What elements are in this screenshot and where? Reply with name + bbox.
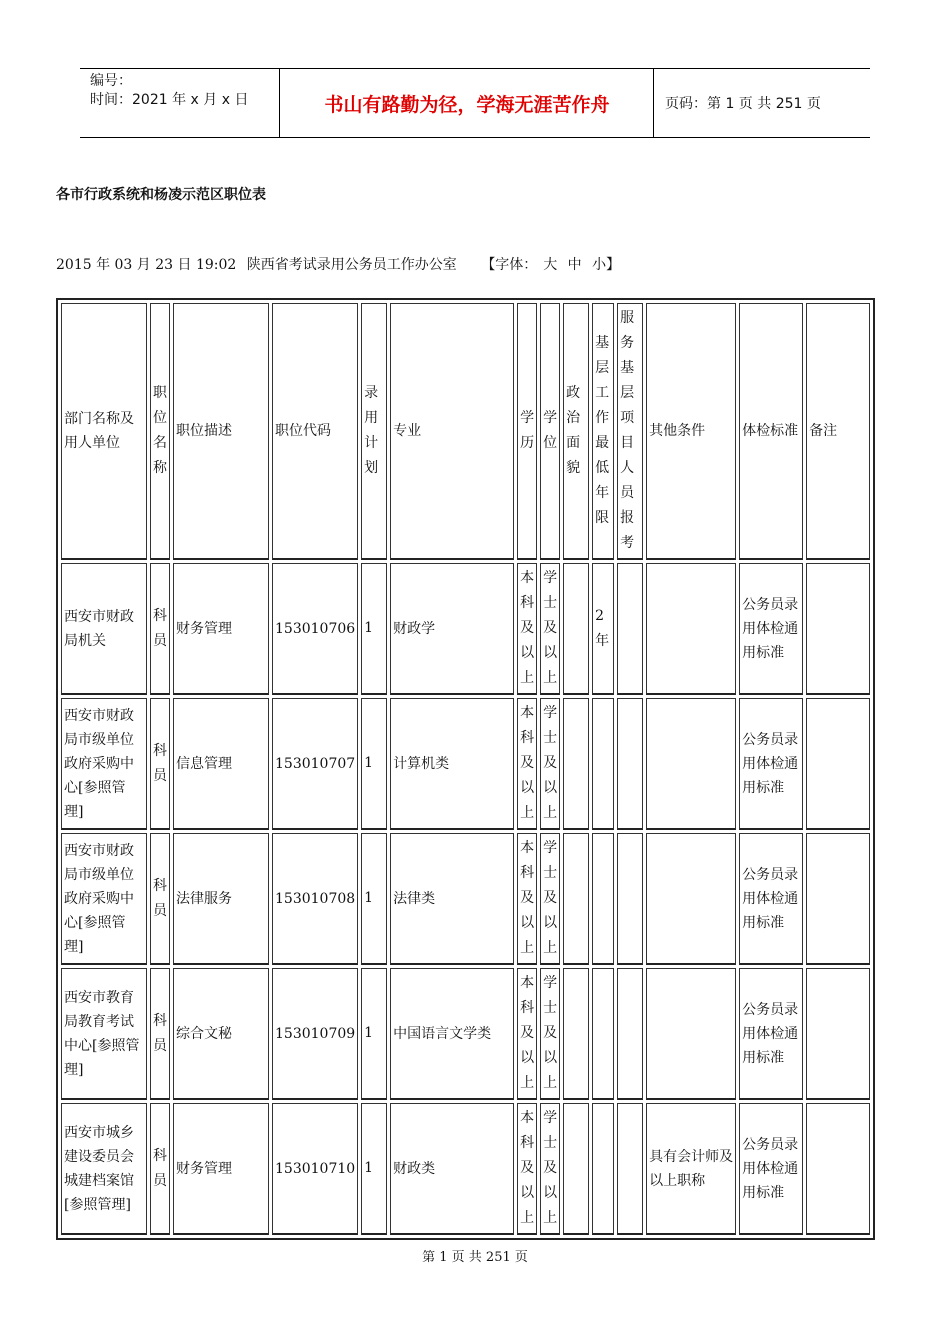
- cell-other: [646, 563, 736, 695]
- cell-code: 153010710: [272, 1103, 358, 1235]
- cell-title: 科员: [150, 698, 170, 830]
- header-major: 专业: [390, 303, 514, 560]
- cell-major: 中国语言文学类: [390, 968, 514, 1100]
- cell-politics: [563, 968, 589, 1100]
- header-title: 职位名称: [150, 303, 170, 560]
- header-desc: 职位描述: [173, 303, 269, 560]
- table-row: [61, 1103, 870, 1235]
- page-header: [80, 68, 870, 138]
- cell-degree: 学士及以上: [540, 968, 560, 1100]
- page-footer: 第 1 页 共 251 页: [422, 1250, 528, 1265]
- cell-plan: 1: [361, 968, 387, 1100]
- cell-min-years: [592, 1103, 614, 1235]
- cell-service-project: [617, 1103, 643, 1235]
- cell-service-project: [617, 968, 643, 1100]
- cell-education: 本科及以上: [517, 968, 537, 1100]
- cell-physical: 公务员录用体检通用标准: [739, 1103, 803, 1235]
- cell-plan: 1: [361, 698, 387, 830]
- header-meta: [80, 69, 280, 137]
- cell-other: [646, 698, 736, 830]
- cell-other: [646, 833, 736, 965]
- font-large-link[interactable]: 大: [543, 257, 558, 273]
- cell-education: 本科及以上: [517, 1103, 537, 1235]
- cell-dept: 西安市城乡建设委员会城建档案馆[参照管理]: [61, 1103, 147, 1235]
- table-body: [61, 563, 870, 1235]
- header-dept: 部门名称及用人单位: [61, 303, 147, 560]
- position-table: [56, 298, 875, 1240]
- cell-remarks: [806, 1103, 870, 1235]
- cell-title: 科员: [150, 563, 170, 695]
- cell-desc: 信息管理: [173, 698, 269, 830]
- position-table-wrapper: [56, 298, 875, 1240]
- document-title: 各市行政系统和杨凌示范区职位表: [56, 187, 266, 203]
- header-min-years: 基层工作最低年限: [592, 303, 614, 560]
- header-service-project: 服务基层项目人员报考: [617, 303, 643, 560]
- cell-code: 153010707: [272, 698, 358, 830]
- cell-desc: 法律服务: [173, 833, 269, 965]
- table-row: [61, 698, 870, 830]
- cell-service-project: [617, 563, 643, 695]
- cell-code: 153010706: [272, 563, 358, 695]
- cell-desc: 综合文秘: [173, 968, 269, 1100]
- cell-remarks: [806, 968, 870, 1100]
- publish-date: 2015 年 03 月 23 日 19:02: [56, 257, 237, 273]
- cell-education: 本科及以上: [517, 698, 537, 830]
- cell-service-project: [617, 698, 643, 830]
- font-small-link[interactable]: 小】: [592, 257, 621, 273]
- cell-min-years: [592, 968, 614, 1100]
- cell-title: 科员: [150, 833, 170, 965]
- cell-dept: 西安市财政局市级单位政府采购中心[参照管理]: [61, 698, 147, 830]
- header-code: 职位代码: [272, 303, 358, 560]
- cell-other: [646, 968, 736, 1100]
- cell-plan: 1: [361, 1103, 387, 1235]
- publish-source: 陕西省考试录用公务员工作办公室: [246, 257, 457, 273]
- header-remarks: 备注: [806, 303, 870, 560]
- header-degree: 学位: [540, 303, 560, 560]
- cell-degree: 学士及以上: [540, 1103, 560, 1235]
- cell-education: 本科及以上: [517, 833, 537, 965]
- font-medium-link[interactable]: 中: [567, 257, 582, 273]
- cell-politics: [563, 1103, 589, 1235]
- cell-code: 153010708: [272, 833, 358, 965]
- header-motto: 书山有路勤为径，学海无涯苦作舟: [281, 69, 654, 137]
- cell-remarks: [806, 563, 870, 695]
- cell-min-years: [592, 833, 614, 965]
- cell-physical: 公务员录用体检通用标准: [739, 833, 803, 965]
- cell-dept: 西安市教育局教育考试中心[参照管理]: [61, 968, 147, 1100]
- cell-degree: 学士及以上: [540, 833, 560, 965]
- cell-education: 本科及以上: [517, 563, 537, 695]
- table-row: [61, 968, 870, 1100]
- font-size-label: 【字体：: [481, 257, 538, 273]
- cell-title: 科员: [150, 968, 170, 1100]
- cell-remarks: [806, 833, 870, 965]
- cell-physical: 公务员录用体检通用标准: [739, 968, 803, 1100]
- cell-politics: [563, 698, 589, 830]
- cell-desc: 财务管理: [173, 563, 269, 695]
- table-row: [61, 563, 870, 695]
- table-row: [61, 833, 870, 965]
- time-label: 时间：2021 年 x 月 x 日: [90, 92, 249, 108]
- cell-dept: 西安市财政局市级单位政府采购中心[参照管理]: [61, 833, 147, 965]
- cell-min-years: 2年: [592, 563, 614, 695]
- cell-dept: 西安市财政局机关: [61, 563, 147, 695]
- header-politics: 政治面貌: [563, 303, 589, 560]
- serial-label: 编号：: [90, 73, 132, 89]
- header-other: 其他条件: [646, 303, 736, 560]
- cell-desc: 财务管理: [173, 1103, 269, 1235]
- header-physical: 体检标准: [739, 303, 803, 560]
- cell-politics: [563, 563, 589, 695]
- publish-meta: [56, 254, 626, 274]
- table-header-row: [61, 303, 870, 560]
- cell-major: 计算机类: [390, 698, 514, 830]
- cell-physical: 公务员录用体检通用标准: [739, 563, 803, 695]
- cell-major: 财政学: [390, 563, 514, 695]
- header-plan: 录用计划: [361, 303, 387, 560]
- cell-min-years: [592, 698, 614, 830]
- header-page-info: 页码：第 1 页 共 251 页: [665, 96, 821, 112]
- cell-major: 财政类: [390, 1103, 514, 1235]
- cell-other: 具有会计师及以上职称: [646, 1103, 736, 1235]
- cell-degree: 学士及以上: [540, 698, 560, 830]
- cell-politics: [563, 833, 589, 965]
- cell-service-project: [617, 833, 643, 965]
- cell-remarks: [806, 698, 870, 830]
- cell-major: 法律类: [390, 833, 514, 965]
- cell-physical: 公务员录用体检通用标准: [739, 698, 803, 830]
- cell-plan: 1: [361, 833, 387, 965]
- header-education: 学历: [517, 303, 537, 560]
- cell-plan: 1: [361, 563, 387, 695]
- cell-title: 科员: [150, 1103, 170, 1235]
- cell-code: 153010709: [272, 968, 358, 1100]
- cell-degree: 学士及以上: [540, 563, 560, 695]
